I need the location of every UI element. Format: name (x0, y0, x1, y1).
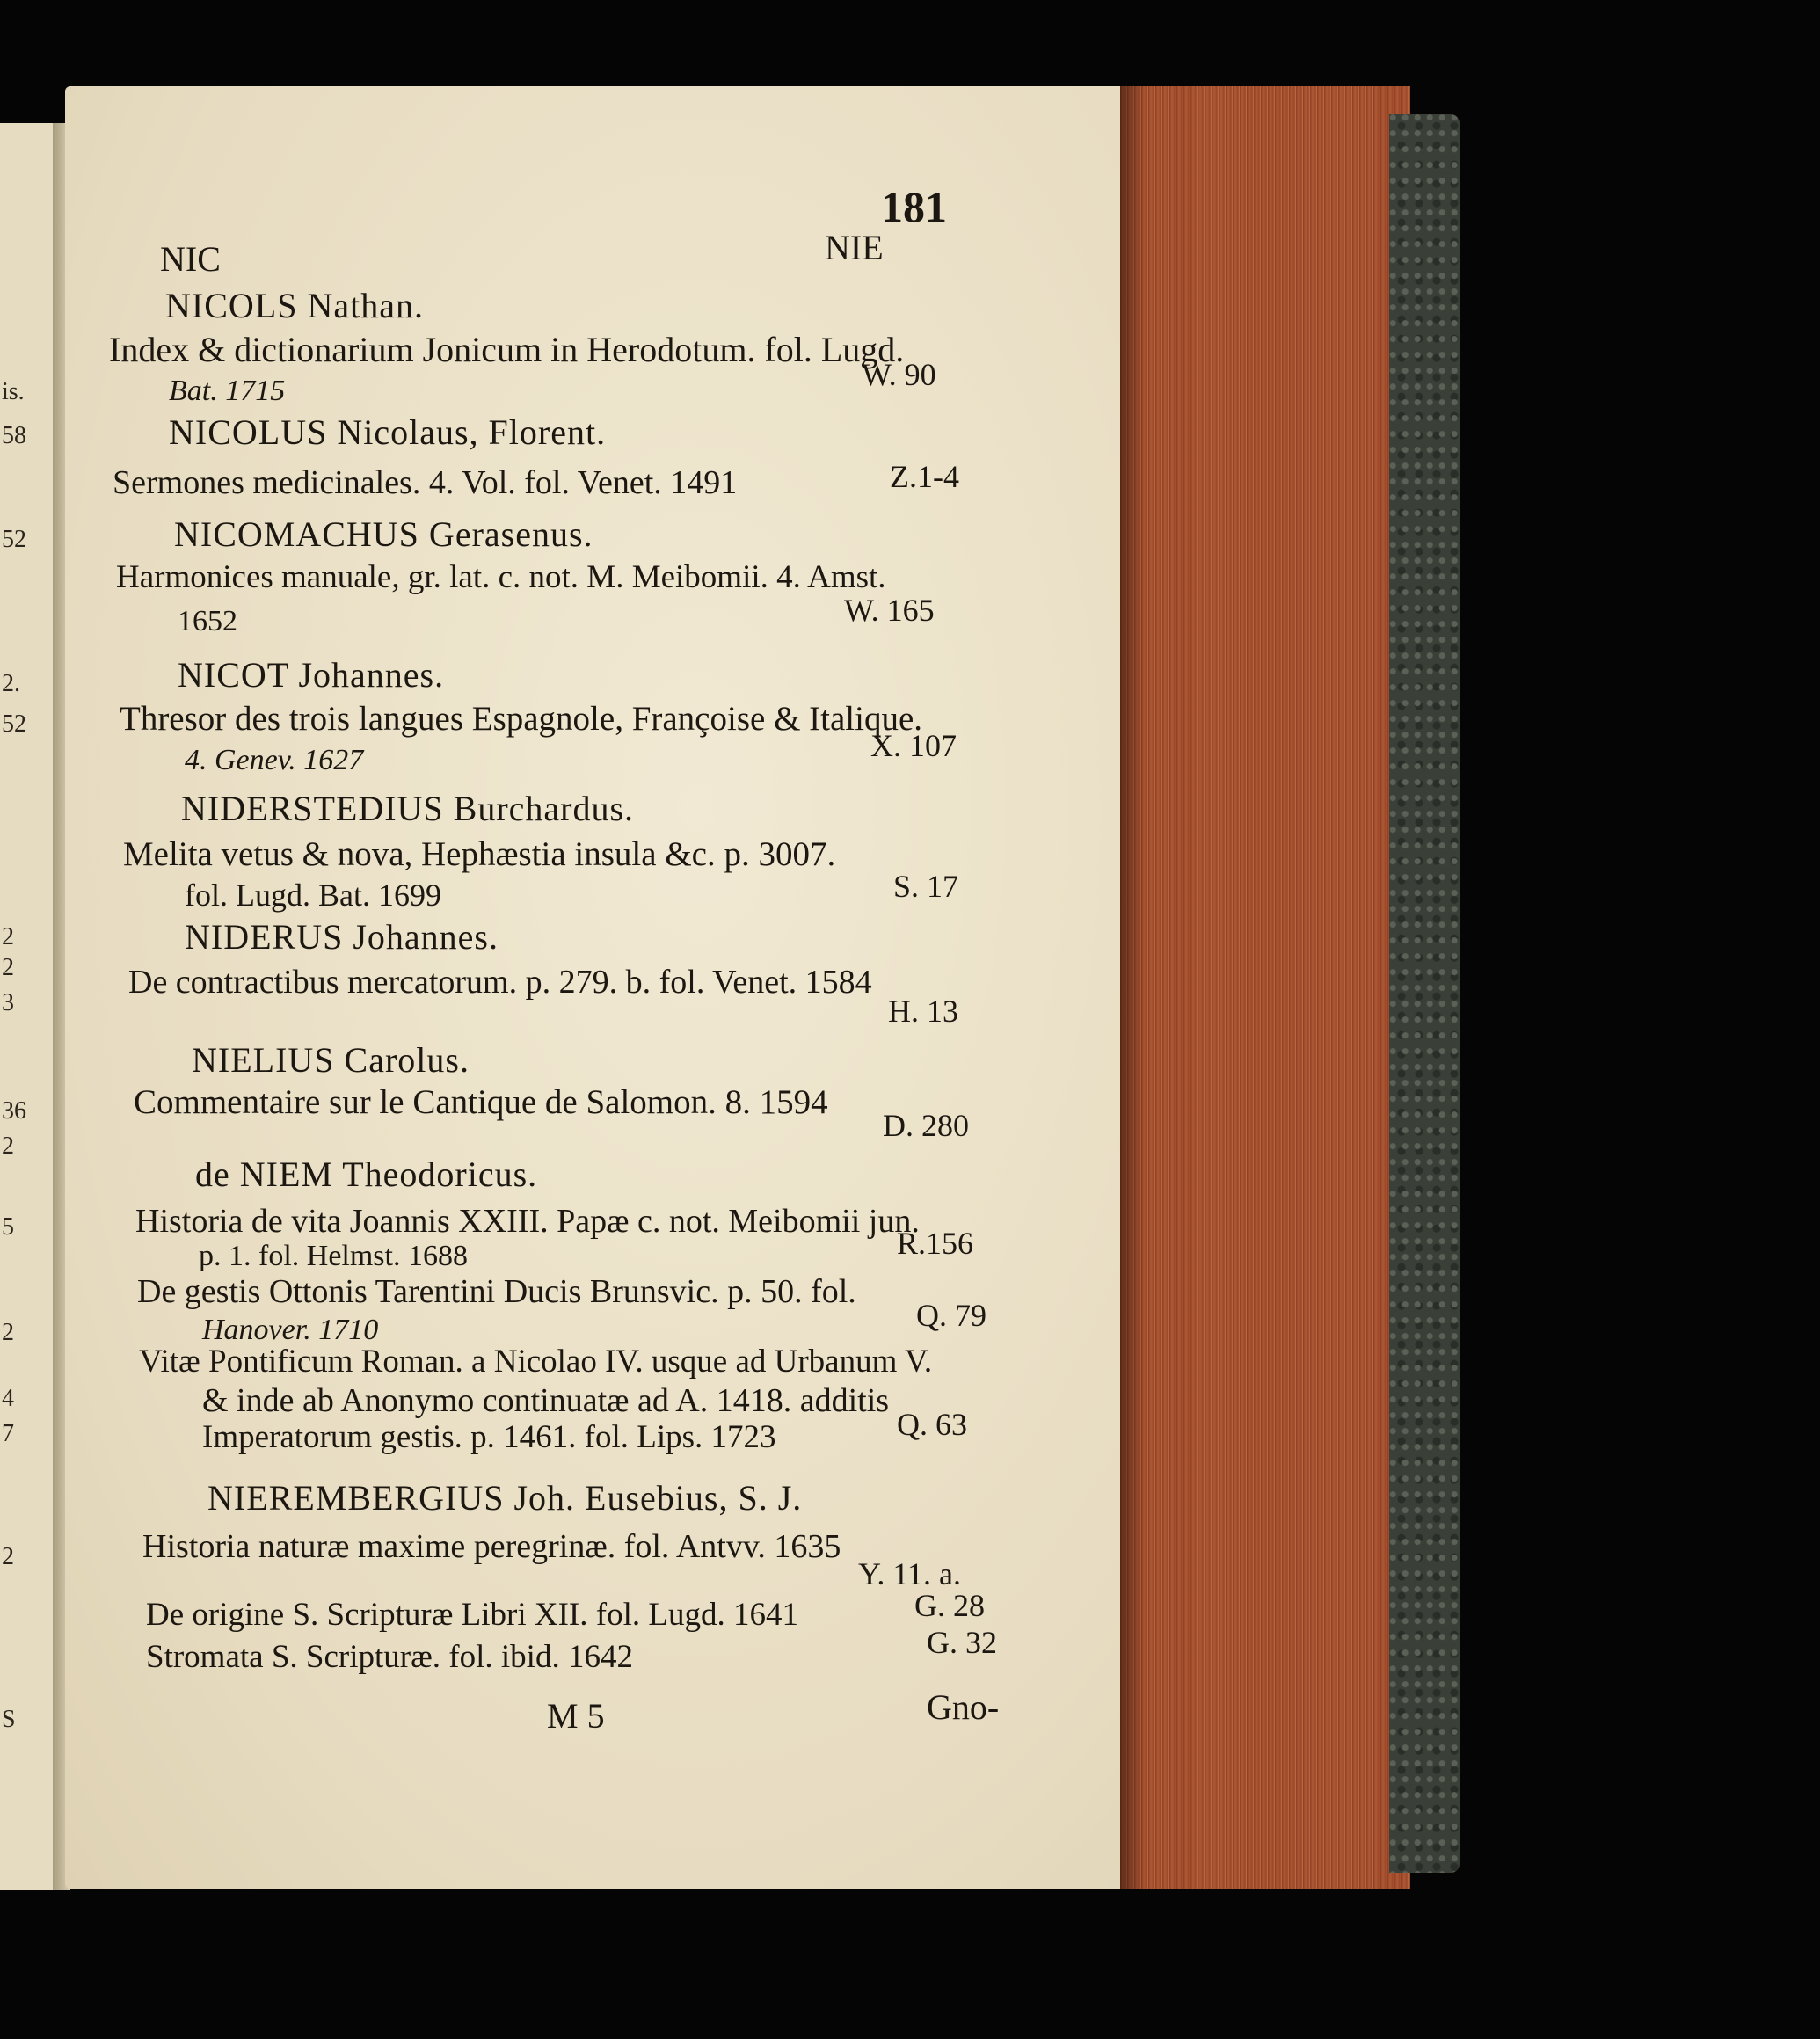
entry-line: Melita vetus & nova, Hephæstia insula &c. p. 3007. (123, 835, 836, 873)
page-number: 181 (881, 182, 947, 231)
fragment: is. (2, 378, 25, 405)
fragment: 36 (2, 1097, 26, 1125)
running-head-right: NIE (825, 228, 884, 267)
shelf-mark: S. 17 (893, 869, 959, 904)
fragment: 2 (2, 923, 14, 950)
entry-name: NIEREMBERGIUS Joh. Eusebius, S. J. (207, 1478, 803, 1518)
shelf-mark: G. 28 (914, 1588, 985, 1623)
entry-line: Historia naturæ maxime peregrinæ. fol. Antvv. 1635 (142, 1528, 841, 1565)
entry-name: NIDERSTEDIUS Burchardus. (181, 789, 635, 828)
fragment: 3 (2, 989, 14, 1016)
entry-line: Imperatorum gestis. p. 1461. fol. Lips. 1723 (202, 1419, 776, 1455)
entry-name: NIELIUS Carolus. (192, 1040, 470, 1080)
entry-name: NICOLS Nathan. (165, 286, 424, 325)
page-edges (1120, 86, 1410, 1889)
entry-line: De origine S. Scripturæ Libri XII. fol. Lugd. 1641 (146, 1597, 798, 1633)
shelf-mark: Q. 63 (897, 1407, 967, 1442)
fragment: 52 (2, 526, 26, 553)
shelf-mark: R.156 (897, 1226, 974, 1261)
entry-line: Hanover. 1710 (202, 1314, 379, 1346)
fragment: 4 (2, 1385, 14, 1412)
entry-name: de NIEM Theodoricus. (195, 1154, 538, 1194)
entry-line: 4. Genev. 1627 (185, 744, 364, 776)
fragment: 2. (2, 670, 20, 697)
entry-line: Bat. 1715 (169, 375, 286, 407)
entry-line: 1652 (178, 605, 237, 637)
entry-line: Harmonices manuale, gr. lat. c. not. M. Meibomii. 4. Amst. (116, 559, 886, 595)
book-cover (1389, 114, 1460, 1873)
shelf-mark: Y. 11. a. (858, 1556, 961, 1591)
fragment: 7 (2, 1420, 14, 1447)
shelf-mark: X. 107 (870, 728, 957, 763)
fragment: 58 (2, 422, 26, 449)
entry-line: Historia de vita Joannis XXIII. Papæ c. not. Meibomii jun. (135, 1203, 920, 1240)
entry-line: Thresor des trois langues Espagnole, Françoise & Italique. (120, 700, 923, 738)
fragment: 2 (2, 1543, 14, 1570)
fragment: 52 (2, 710, 26, 738)
entry-name: NIDERUS Johannes. (185, 917, 499, 957)
entry-line: p. 1. fol. Helmst. 1688 (199, 1240, 468, 1272)
fragment: 2 (2, 954, 14, 981)
entry-line: fol. Lugd. Bat. 1699 (185, 877, 441, 913)
shelf-mark: G. 32 (927, 1625, 997, 1660)
shelf-mark: Z.1-4 (890, 459, 959, 494)
catchword: Gno- (927, 1687, 1000, 1727)
entry-line: Commentaire sur le Cantique de Salomon. 8. 1594 (134, 1083, 828, 1121)
fragment: S (2, 1706, 16, 1733)
fragment: 2 (2, 1319, 14, 1346)
entry-line: De gestis Ottonis Tarentini Ducis Brunsvic. p. 50. fol. (137, 1273, 856, 1310)
shelf-mark: W. 165 (844, 593, 935, 628)
entry-line: Index & dictionarium Jonicum in Herodotum. fol. Lugd. (109, 330, 905, 369)
entry-name: NICOLUS Nicolaus, Florent. (169, 412, 607, 452)
page-edge-shadow (1120, 86, 1147, 1889)
shelf-mark: Q. 79 (916, 1298, 986, 1333)
fragment: 5 (2, 1213, 14, 1241)
running-head-left: NIC (160, 239, 221, 279)
shelf-mark: D. 280 (883, 1108, 969, 1143)
entry-line: Stromata S. Scripturæ. fol. ibid. 1642 (146, 1639, 633, 1675)
entry-line: De contractibus mercatorum. p. 279. b. fol. Venet. 1584 (128, 964, 872, 1001)
entry-name: NICOT Johannes. (178, 655, 445, 695)
entry-name: NICOMACHUS Gerasenus. (174, 514, 593, 554)
shelf-mark: W. 90 (862, 357, 936, 392)
entry-line: Sermones medicinales. 4. Vol. fol. Venet. 1491 (113, 464, 738, 501)
shelf-mark: H. 13 (888, 994, 958, 1029)
fragment: 2 (2, 1132, 14, 1160)
entry-line: Vitæ Pontificum Roman. a Nicolao IV. usque ad Urbanum V. (139, 1344, 933, 1380)
entry-line: & inde ab Anonymo continuatæ ad A. 1418. additis (202, 1382, 890, 1419)
signature-mark: M 5 (547, 1696, 605, 1736)
